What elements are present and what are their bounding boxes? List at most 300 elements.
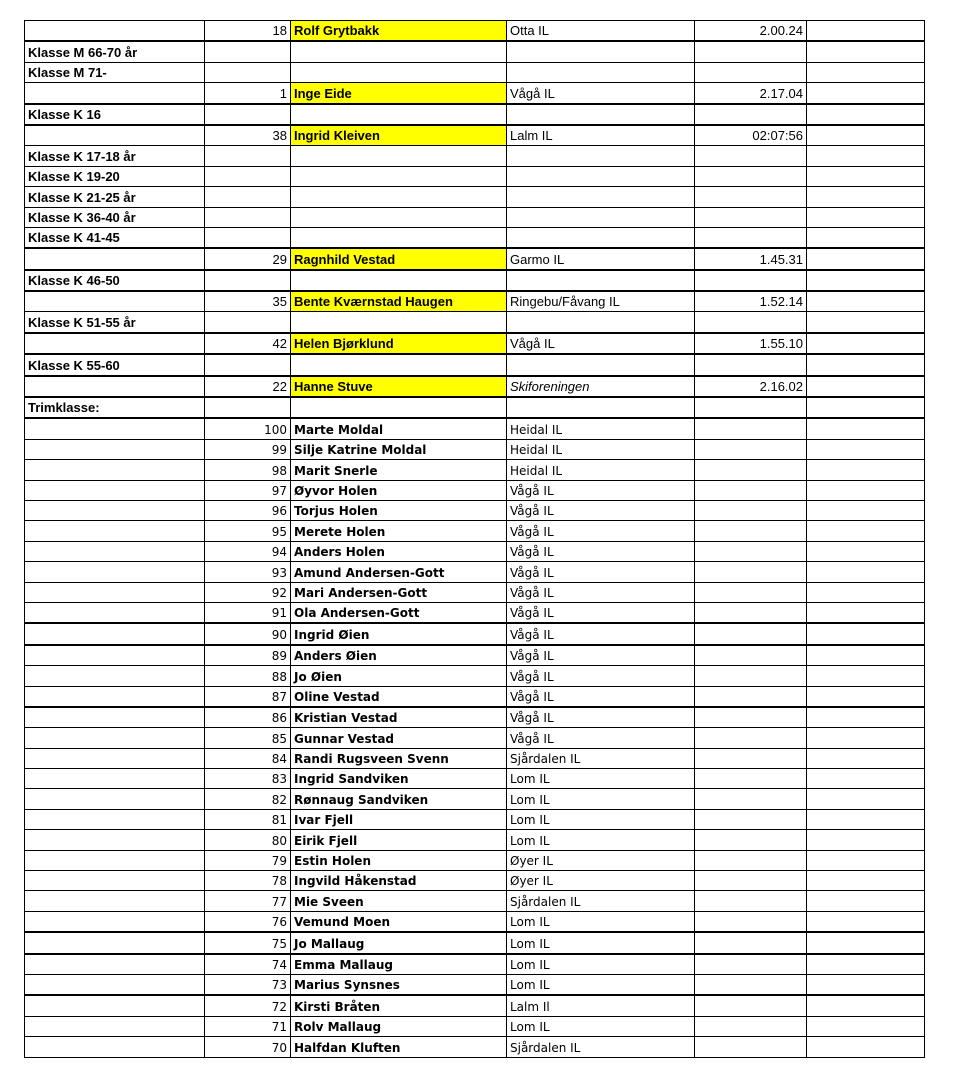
empty-cell: [807, 830, 925, 850]
time-cell: [695, 146, 807, 166]
result-row: [25, 582, 925, 602]
time-cell: [695, 728, 807, 748]
bib-number-cell: [205, 397, 291, 418]
class-cell: [25, 480, 205, 500]
bib-number-cell: 80: [205, 830, 291, 850]
club-cell: Heidal IL: [507, 460, 695, 480]
empty-cell: [807, 312, 925, 333]
athlete-name-cell: [291, 270, 507, 291]
time-cell: [695, 850, 807, 870]
class-cell: [25, 562, 205, 582]
empty-cell: [807, 166, 925, 186]
athlete-name-cell: Marius Synsnes: [291, 974, 507, 995]
time-cell: [695, 932, 807, 953]
empty-cell: [807, 974, 925, 995]
empty-cell: [807, 995, 925, 1016]
empty-cell: [807, 146, 925, 166]
empty-cell: [807, 850, 925, 870]
bib-number-cell: 90: [205, 623, 291, 644]
empty-cell: [807, 932, 925, 953]
time-cell: [695, 871, 807, 891]
time-cell: [695, 460, 807, 480]
time-cell: 1.45.31: [695, 248, 807, 269]
class-cell: [25, 125, 205, 146]
result-row: [25, 954, 925, 975]
empty-cell: [807, 354, 925, 375]
athlete-name-cell: Anders Øien: [291, 645, 507, 666]
athlete-name-cell: Rønnaug Sandviken: [291, 789, 507, 809]
bib-number-cell: [205, 166, 291, 186]
club-cell: Øyer IL: [507, 850, 695, 870]
club-cell: [507, 146, 695, 166]
time-cell: [695, 562, 807, 582]
time-cell: [695, 809, 807, 829]
class-cell: [25, 974, 205, 995]
class-cell: [25, 602, 205, 623]
result-row: [25, 333, 925, 354]
time-cell: [695, 187, 807, 207]
bib-number-cell: [205, 146, 291, 166]
empty-cell: [807, 645, 925, 666]
time-cell: [695, 789, 807, 809]
class-header-row: [25, 227, 925, 248]
time-cell: [695, 541, 807, 561]
athlete-name-cell: Ingrid Øien: [291, 623, 507, 644]
time-cell: 2.00.24: [695, 21, 807, 42]
class-header-row: [25, 104, 925, 125]
athlete-name-cell: Bente Kværnstad Haugen: [291, 291, 507, 312]
class-cell: Klasse K 55-60: [25, 354, 205, 375]
club-cell: Sjårdalen IL: [507, 891, 695, 911]
club-cell: Heidal IL: [507, 439, 695, 459]
empty-cell: [807, 227, 925, 248]
class-cell: [25, 418, 205, 439]
club-cell: Lom IL: [507, 1016, 695, 1036]
bib-number-cell: 100: [205, 418, 291, 439]
result-row: [25, 850, 925, 870]
class-cell: [25, 932, 205, 953]
athlete-name-cell: Ola Andersen-Gott: [291, 602, 507, 623]
class-cell: [25, 707, 205, 728]
class-cell: [25, 439, 205, 459]
empty-cell: [807, 333, 925, 354]
bib-number-cell: 99: [205, 439, 291, 459]
empty-cell: [807, 187, 925, 207]
club-cell: Sjårdalen IL: [507, 1037, 695, 1057]
empty-cell: [807, 582, 925, 602]
time-cell: [695, 666, 807, 686]
athlete-name-cell: [291, 312, 507, 333]
time-cell: [695, 62, 807, 82]
result-row: [25, 871, 925, 891]
empty-cell: [807, 418, 925, 439]
bib-number-cell: 85: [205, 728, 291, 748]
bib-number-cell: 95: [205, 521, 291, 541]
time-cell: [695, 954, 807, 975]
bib-number-cell: 87: [205, 686, 291, 707]
time-cell: [695, 748, 807, 768]
bib-number-cell: 29: [205, 248, 291, 269]
athlete-name-cell: Kirsti Bråten: [291, 995, 507, 1016]
athlete-name-cell: [291, 354, 507, 375]
athlete-name-cell: Jo Øien: [291, 666, 507, 686]
class-cell: [25, 521, 205, 541]
club-cell: Vågå IL: [507, 707, 695, 728]
athlete-name-cell: Rolv Mallaug: [291, 1016, 507, 1036]
club-cell: [507, 62, 695, 82]
result-row: [25, 645, 925, 666]
result-row: [25, 666, 925, 686]
class-cell: Klasse K 46-50: [25, 270, 205, 291]
result-row: [25, 21, 925, 42]
club-cell: Skiforeningen: [507, 376, 695, 397]
empty-cell: [807, 954, 925, 975]
athlete-name-cell: [291, 41, 507, 62]
empty-cell: [807, 500, 925, 520]
bib-number-cell: 91: [205, 602, 291, 623]
club-cell: Vågå IL: [507, 728, 695, 748]
bib-number-cell: [205, 227, 291, 248]
bib-number-cell: [205, 270, 291, 291]
class-cell: [25, 769, 205, 789]
class-cell: Klasse K 19-20: [25, 166, 205, 186]
class-header-row: [25, 166, 925, 186]
class-cell: [25, 809, 205, 829]
time-cell: [695, 974, 807, 995]
club-cell: [507, 312, 695, 333]
result-row: [25, 439, 925, 459]
empty-cell: [807, 521, 925, 541]
empty-cell: [807, 666, 925, 686]
club-cell: [507, 354, 695, 375]
empty-cell: [807, 104, 925, 125]
athlete-name-cell: Emma Mallaug: [291, 954, 507, 975]
result-row: [25, 728, 925, 748]
time-cell: [695, 354, 807, 375]
club-cell: [507, 41, 695, 62]
class-cell: Klasse K 36-40 år: [25, 207, 205, 227]
athlete-name-cell: [291, 166, 507, 186]
class-cell: [25, 954, 205, 975]
bib-number-cell: [205, 207, 291, 227]
class-header-row: [25, 354, 925, 375]
bib-number-cell: 77: [205, 891, 291, 911]
athlete-name-cell: Amund Andersen-Gott: [291, 562, 507, 582]
time-cell: 2.16.02: [695, 376, 807, 397]
empty-cell: [807, 62, 925, 82]
bib-number-cell: 78: [205, 871, 291, 891]
time-cell: [695, 500, 807, 520]
bib-number-cell: 89: [205, 645, 291, 666]
time-cell: [695, 312, 807, 333]
class-cell: [25, 891, 205, 911]
empty-cell: [807, 41, 925, 62]
result-row: [25, 460, 925, 480]
club-cell: [507, 187, 695, 207]
time-cell: [695, 623, 807, 644]
time-cell: [695, 1016, 807, 1036]
class-cell: [25, 460, 205, 480]
class-cell: [25, 645, 205, 666]
result-row: [25, 248, 925, 269]
result-row: [25, 541, 925, 561]
empty-cell: [807, 291, 925, 312]
class-cell: [25, 248, 205, 269]
result-row: [25, 891, 925, 911]
club-cell: Lom IL: [507, 974, 695, 995]
empty-cell: [807, 789, 925, 809]
time-cell: 02:07:56: [695, 125, 807, 146]
result-row: [25, 291, 925, 312]
athlete-name-cell: [291, 104, 507, 125]
club-cell: Øyer IL: [507, 871, 695, 891]
result-row: [25, 418, 925, 439]
athlete-name-cell: Anders Holen: [291, 541, 507, 561]
athlete-name-cell: Halfdan Kluften: [291, 1037, 507, 1057]
club-cell: Vågå IL: [507, 333, 695, 354]
result-row: [25, 974, 925, 995]
result-row: [25, 830, 925, 850]
results-table: [24, 20, 925, 1058]
class-header-row: [25, 207, 925, 227]
athlete-name-cell: Gunnar Vestad: [291, 728, 507, 748]
empty-cell: [807, 707, 925, 728]
class-cell: [25, 871, 205, 891]
result-row: [25, 1016, 925, 1036]
empty-cell: [807, 207, 925, 227]
athlete-name-cell: Eirik Fjell: [291, 830, 507, 850]
result-row: [25, 376, 925, 397]
athlete-name-cell: Marit Snerle: [291, 460, 507, 480]
class-cell: [25, 83, 205, 104]
bib-number-cell: 92: [205, 582, 291, 602]
bib-number-cell: [205, 354, 291, 375]
class-cell: [25, 666, 205, 686]
athlete-name-cell: Oline Vestad: [291, 686, 507, 707]
class-cell: Klasse K 51-55 år: [25, 312, 205, 333]
class-cell: [25, 623, 205, 644]
class-cell: [25, 686, 205, 707]
empty-cell: [807, 686, 925, 707]
club-cell: [507, 104, 695, 125]
bib-number-cell: 73: [205, 974, 291, 995]
athlete-name-cell: Merete Holen: [291, 521, 507, 541]
bib-number-cell: [205, 312, 291, 333]
empty-cell: [807, 397, 925, 418]
empty-cell: [807, 1037, 925, 1057]
class-cell: Klasse K 41-45: [25, 227, 205, 248]
time-cell: [695, 227, 807, 248]
athlete-name-cell: Ingrid Sandviken: [291, 769, 507, 789]
result-row: [25, 769, 925, 789]
class-header-row: [25, 146, 925, 166]
class-cell: Klasse K 21-25 år: [25, 187, 205, 207]
time-cell: [695, 686, 807, 707]
athlete-name-cell: Estin Holen: [291, 850, 507, 870]
club-cell: Vågå IL: [507, 602, 695, 623]
club-cell: Lalm Il: [507, 995, 695, 1016]
class-cell: [25, 789, 205, 809]
club-cell: Lom IL: [507, 911, 695, 932]
time-cell: [695, 995, 807, 1016]
athlete-name-cell: Inge Eide: [291, 83, 507, 104]
athlete-name-cell: Randi Rugsveen Svenn: [291, 748, 507, 768]
class-cell: [25, 582, 205, 602]
empty-cell: [807, 623, 925, 644]
empty-cell: [807, 439, 925, 459]
class-cell: [25, 1016, 205, 1036]
class-cell: [25, 541, 205, 561]
club-cell: Lom IL: [507, 932, 695, 953]
time-cell: [695, 397, 807, 418]
empty-cell: [807, 248, 925, 269]
bib-number-cell: [205, 187, 291, 207]
time-cell: [695, 830, 807, 850]
bib-number-cell: 18: [205, 21, 291, 42]
empty-cell: [807, 125, 925, 146]
athlete-name-cell: [291, 207, 507, 227]
bib-number-cell: 82: [205, 789, 291, 809]
class-cell: Klasse K 16: [25, 104, 205, 125]
bib-number-cell: [205, 104, 291, 125]
class-cell: [25, 911, 205, 932]
time-cell: [695, 270, 807, 291]
bib-number-cell: 83: [205, 769, 291, 789]
bib-number-cell: 75: [205, 932, 291, 953]
club-cell: Vågå IL: [507, 623, 695, 644]
athlete-name-cell: Øyvor Holen: [291, 480, 507, 500]
club-cell: Vågå IL: [507, 666, 695, 686]
time-cell: [695, 707, 807, 728]
athlete-name-cell: Ingrid Kleiven: [291, 125, 507, 146]
bib-number-cell: 22: [205, 376, 291, 397]
class-cell: [25, 376, 205, 397]
bib-number-cell: 96: [205, 500, 291, 520]
empty-cell: [807, 748, 925, 768]
class-cell: [25, 850, 205, 870]
bib-number-cell: 88: [205, 666, 291, 686]
athlete-name-cell: [291, 397, 507, 418]
time-cell: [695, 769, 807, 789]
bib-number-cell: 1: [205, 83, 291, 104]
bib-number-cell: 93: [205, 562, 291, 582]
club-cell: [507, 270, 695, 291]
empty-cell: [807, 769, 925, 789]
time-cell: [695, 582, 807, 602]
time-cell: 1.55.10: [695, 333, 807, 354]
athlete-name-cell: Marte Moldal: [291, 418, 507, 439]
results-table-body: [25, 21, 925, 1058]
bib-number-cell: [205, 62, 291, 82]
empty-cell: [807, 83, 925, 104]
bib-number-cell: 94: [205, 541, 291, 561]
class-cell: [25, 728, 205, 748]
athlete-name-cell: Mie Sveen: [291, 891, 507, 911]
athlete-name-cell: Hanne Stuve: [291, 376, 507, 397]
time-cell: [695, 418, 807, 439]
result-row: [25, 480, 925, 500]
athlete-name-cell: Helen Bjørklund: [291, 333, 507, 354]
empty-cell: [807, 809, 925, 829]
club-cell: Heidal IL: [507, 418, 695, 439]
bib-number-cell: 35: [205, 291, 291, 312]
athlete-name-cell: Mari Andersen-Gott: [291, 582, 507, 602]
result-row: [25, 1037, 925, 1057]
bib-number-cell: 86: [205, 707, 291, 728]
time-cell: [695, 645, 807, 666]
athlete-name-cell: Jo Mallaug: [291, 932, 507, 953]
class-cell: [25, 748, 205, 768]
class-cell: [25, 500, 205, 520]
time-cell: [695, 521, 807, 541]
athlete-name-cell: Rolf Grytbakk: [291, 21, 507, 42]
time-cell: 1.52.14: [695, 291, 807, 312]
bib-number-cell: 79: [205, 850, 291, 870]
empty-cell: [807, 602, 925, 623]
club-cell: Lalm IL: [507, 125, 695, 146]
club-cell: Lom IL: [507, 789, 695, 809]
empty-cell: [807, 21, 925, 42]
class-header-row: [25, 41, 925, 62]
empty-cell: [807, 376, 925, 397]
class-header-row: [25, 187, 925, 207]
club-cell: Vågå IL: [507, 480, 695, 500]
club-cell: Ringebu/Fåvang IL: [507, 291, 695, 312]
result-row: [25, 932, 925, 953]
class-cell: [25, 333, 205, 354]
time-cell: [695, 1037, 807, 1057]
time-cell: [695, 911, 807, 932]
athlete-name-cell: Silje Katrine Moldal: [291, 439, 507, 459]
athlete-name-cell: Ivar Fjell: [291, 809, 507, 829]
club-cell: Lom IL: [507, 809, 695, 829]
time-cell: [695, 602, 807, 623]
result-row: [25, 125, 925, 146]
bib-number-cell: 97: [205, 480, 291, 500]
club-cell: Lom IL: [507, 769, 695, 789]
result-row: [25, 911, 925, 932]
club-cell: Vågå IL: [507, 582, 695, 602]
empty-cell: [807, 728, 925, 748]
athlete-name-cell: Vemund Moen: [291, 911, 507, 932]
club-cell: Vågå IL: [507, 562, 695, 582]
result-row: [25, 686, 925, 707]
bib-number-cell: 98: [205, 460, 291, 480]
result-row: [25, 995, 925, 1016]
result-row: [25, 809, 925, 829]
result-row: [25, 789, 925, 809]
empty-cell: [807, 1016, 925, 1036]
club-cell: Sjårdalen IL: [507, 748, 695, 768]
club-cell: Vågå IL: [507, 83, 695, 104]
club-cell: [507, 397, 695, 418]
athlete-name-cell: [291, 227, 507, 248]
athlete-name-cell: Torjus Holen: [291, 500, 507, 520]
athlete-name-cell: [291, 187, 507, 207]
bib-number-cell: 38: [205, 125, 291, 146]
time-cell: [695, 891, 807, 911]
bib-number-cell: 71: [205, 1016, 291, 1036]
class-cell: Klasse M 71-: [25, 62, 205, 82]
result-row: [25, 748, 925, 768]
empty-cell: [807, 891, 925, 911]
bib-number-cell: 42: [205, 333, 291, 354]
result-row: [25, 623, 925, 644]
time-cell: [695, 480, 807, 500]
empty-cell: [807, 911, 925, 932]
result-row: [25, 707, 925, 728]
class-header-row: [25, 62, 925, 82]
